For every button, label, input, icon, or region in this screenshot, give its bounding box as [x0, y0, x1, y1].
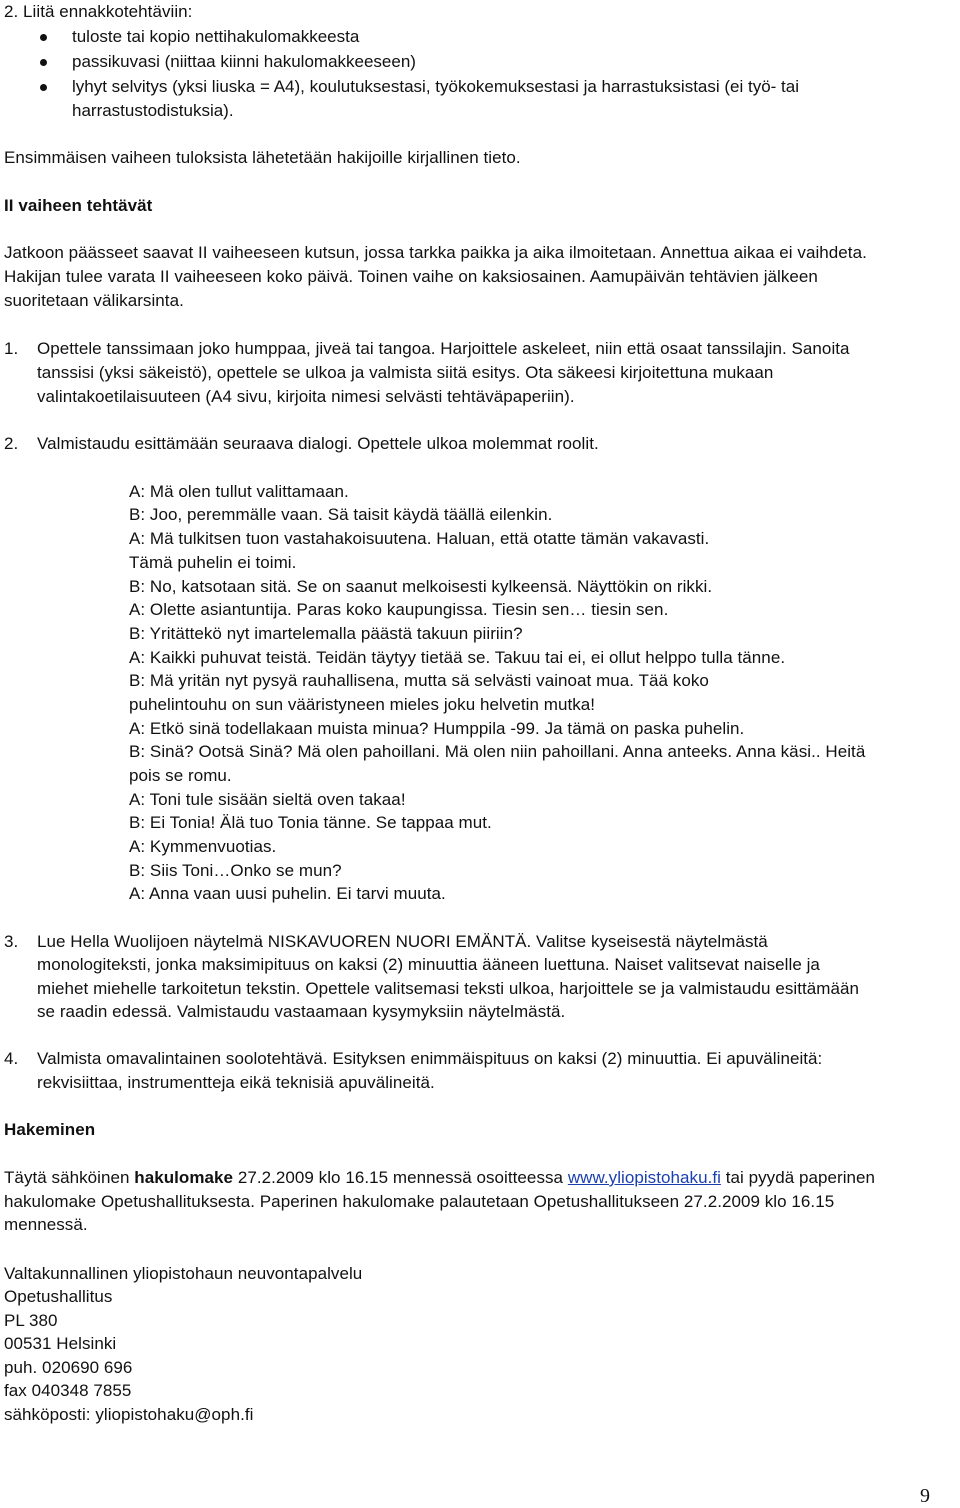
- dialogue-line: B: Ei Tonia! Älä tuo Tonia tänne. Se tappaa mut.: [129, 813, 492, 832]
- hakulomake-bold: hakulomake: [134, 1168, 234, 1187]
- dialogue-line: B: Joo, peremmälle vaan. Sä taisit käydä täällä eilenkin.: [129, 505, 553, 524]
- phase2-intro-line: suoritetaan välikarsinta.: [4, 291, 184, 310]
- phase2-heading: II vaiheen tehtävät: [4, 196, 153, 215]
- bullet-icon: [40, 84, 47, 91]
- contact-line: puh. 020690 696: [4, 1358, 133, 1377]
- task3-line: se raadin edessä. Valmistaudu vastaamaan kysymyksiin näytelmästä.: [37, 1002, 566, 1021]
- bullet-item: lyhyt selvitys (yksi liuska = A4), koulutuksestasi, työkokemuksestasi ja harrastuksistasi (ei työ- tai: [72, 77, 800, 96]
- contact-line: 00531 Helsinki: [4, 1334, 117, 1353]
- task1-line: valintakoetilaisuuteen (A4 sivu, kirjoita nimesi selvästi tehtäväpaperiin).: [37, 387, 575, 406]
- task4-line: rekvisiittaa, instrumentteja eikä teknisiä apuvälineitä.: [37, 1073, 435, 1092]
- dialogue-line: A: Anna vaan uusi puhelin. Ei tarvi muuta.: [129, 884, 446, 903]
- apply-text: Täytä sähköinen: [4, 1168, 135, 1187]
- dialogue-line: B: No, katsotaan sitä. Se on saanut melkoisesti kylkeensä. Näyttökin on rikki.: [129, 577, 713, 596]
- dialogue-line: A: Mä olen tullut valittamaan.: [129, 482, 349, 501]
- dialogue-line: A: Olette asiantuntija. Paras koko kaupungissa. Tiesin sen… tiesin sen.: [129, 600, 669, 619]
- phase2-intro-line: Jatkoon päässeet saavat II vaiheeseen kutsun, jossa tarkka paikka ja aika ilmoitetaan. Annettua aikaa ei vaihdeta.: [4, 243, 867, 262]
- dialogue-line: Tämä puhelin ei toimi.: [129, 553, 297, 572]
- first-phase-notice: Ensimmäisen vaiheen tuloksista lähetetään hakijoille kirjallinen tieto.: [4, 148, 521, 167]
- dialogue-line: A: Toni tule sisään sieltä oven takaa!: [129, 790, 406, 809]
- bullet-item: tuloste tai kopio nettihakulomakkeesta: [72, 27, 360, 46]
- dialogue-line: B: Mä yritän nyt pysyä rauhallisena, mutta sä selvästi vainoat mua. Tää koko: [129, 671, 709, 690]
- dialogue-line: A: Etkö sinä todellakaan muista minua? Humppila -99. Ja tämä on paska puhelin.: [129, 719, 745, 738]
- task3-line: miehet miehelle tarkoitetun tekstin. Opettele valitsemasi teksti ulkoa, harjoittele se ja valmistaudu esittämään: [37, 979, 859, 998]
- dialogue-line: B: Siis Toni…Onko se mun?: [129, 861, 342, 880]
- task4-line: Valmista omavalintainen soolotehtävä. Esityksen enimmäispituus on kaksi (2) minuuttia. Ei apuvälineitä:: [37, 1049, 823, 1068]
- apply-heading: Hakeminen: [4, 1120, 96, 1139]
- apply-text: 27.2.2009 klo 16.15 mennessä osoitteessa: [233, 1168, 568, 1187]
- contact-line: Opetushallitus: [4, 1287, 113, 1306]
- apply-text: tai pyydä paperinen: [720, 1168, 876, 1187]
- contact-line: fax 040348 7855: [4, 1381, 132, 1400]
- task1-line: tanssisi (yksi säkeistö), opettele se ulkoa ja valmista siitä esitys. Ota säkeesi kirjoitettuna mukaan: [37, 363, 774, 382]
- apply-line: mennessä.: [4, 1215, 88, 1234]
- dialogue-line: B: Sinä? Ootsä Sinä? Mä olen pahoillani. Mä olen niin pahoillani. Anna anteeks. Anna käsi.. Heitä: [129, 742, 866, 761]
- task3-line: Lue Hella Wuolijoen näytelmä NISKAVUOREN NUORI EMÄNTÄ. Valitse kyseisestä näytelmästä: [37, 932, 768, 951]
- contact-line: PL 380: [4, 1311, 58, 1330]
- dialogue-line: A: Mä tulkitsen tuon vastahakoisuutena. Haluan, että otatte tämän vakavasti.: [129, 529, 710, 548]
- task4-number: 4.: [4, 1049, 19, 1068]
- dialogue-line: puhelintouhu on sun vääristyneen mieles joku helvetin mutka!: [129, 695, 596, 714]
- apply-line: [4, 1166, 875, 1190]
- task1-line: Opettele tanssimaan joko humppaa, jiveä tai tangoa. Harjoittele askeleet, niin että osaat tanssilajin. Sanoita: [37, 339, 850, 358]
- task2-line: Valmistaudu esittämään seuraava dialogi. Opettele ulkoa molemmat roolit.: [37, 434, 599, 453]
- dialogue-line: B: Yritättekö nyt imartelemalla päästä takuun piiriin?: [129, 624, 523, 643]
- yliopistohaku-link[interactable]: www.yliopistohaku.fi: [567, 1168, 721, 1187]
- page-number: 9: [920, 1485, 930, 1507]
- bullet-item: passikuvasi (niittaa kiinni hakulomakkeeseen): [72, 52, 416, 71]
- bullet-icon: [40, 59, 47, 66]
- task1-number: 1.: [4, 339, 19, 358]
- task3-number: 3.: [4, 932, 19, 951]
- dialogue-line: A: Kaikki puhuvat teistä. Teidän täytyy tietää se. Takuu tai ei, ei ollut helppo tulla tänne.: [129, 648, 786, 667]
- bullet-item-continuation: harrastustodistuksia).: [72, 101, 234, 120]
- dialogue-line: pois se romu.: [129, 766, 232, 785]
- contact-line: sähköposti: yliopistohaku@oph.fi: [4, 1405, 254, 1424]
- bullet-icon: [40, 34, 47, 41]
- task2-number: 2.: [4, 434, 19, 453]
- apply-line: hakulomake Opetushallituksesta. Paperinen hakulomake palautetaan Opetushallitukseen 27.2.2009 klo 16.15: [4, 1192, 835, 1211]
- task3-line: monologiteksti, jonka maksimipituus on kaksi (2) minuuttia ääneen luettuna. Naiset valitsevat naiselle ja: [37, 955, 820, 974]
- dialogue-line: A: Kymmenvuotias.: [129, 837, 277, 856]
- contact-line: Valtakunnallinen yliopistohaun neuvontapalvelu: [4, 1264, 363, 1283]
- attach-heading: 2. Liitä ennakkotehtäviin:: [4, 2, 193, 21]
- phase2-intro-line: Hakijan tulee varata II vaiheeseen koko päivä. Toinen vaihe on kaksiosainen. Aamupäivän tehtävien jälkeen: [4, 267, 818, 286]
